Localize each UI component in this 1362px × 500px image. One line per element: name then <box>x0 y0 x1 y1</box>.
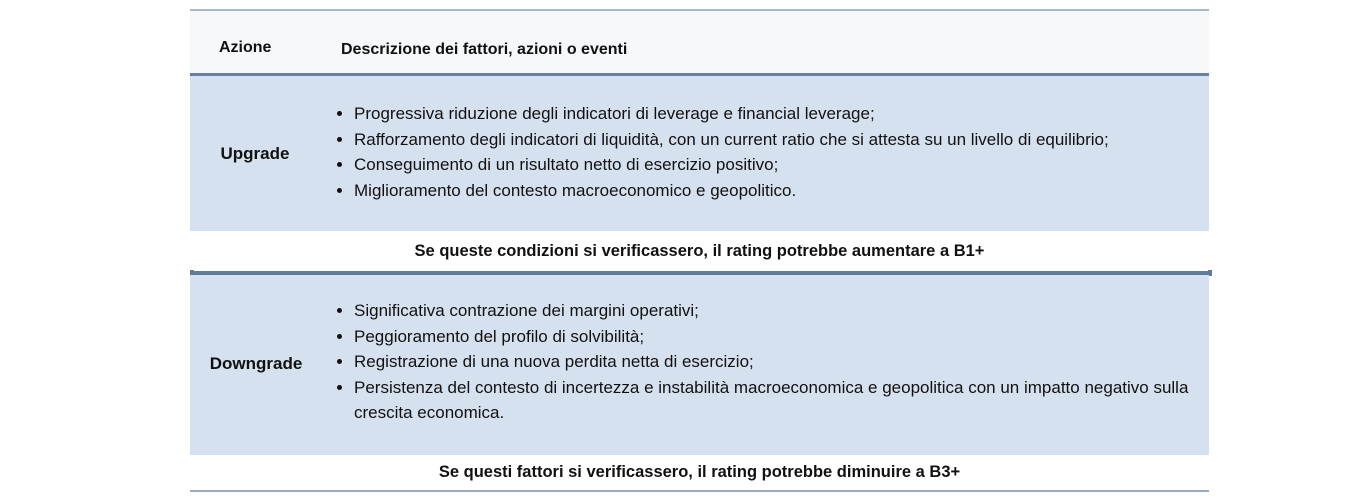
downgrade-conclusion: Se questi fattori si verificassero, il rating potrebbe diminuire a B3+ <box>190 455 1209 490</box>
list-item: • Rafforzamento degli indicatori di liquidità, con un current ratio che si attesta su un livello di equilibrio; <box>354 127 1214 153</box>
table-header-row <box>190 11 1209 73</box>
header-action: Azione <box>219 39 272 56</box>
list-item: • Progressiva riduzione degli indicatori di leverage e financial leverage; <box>354 101 1214 127</box>
rating-factors-table <box>190 9 1209 494</box>
downgrade-row <box>190 275 1209 455</box>
upgrade-label: Upgrade <box>220 144 290 163</box>
list-item: • Peggioramento del profilo di solvibilità; <box>354 324 1214 350</box>
downgrade-label: Downgrade <box>209 354 303 373</box>
table-bottom-rule <box>190 490 1209 492</box>
list-item: • Persistenza del contesto di incertezza e instabilità macroeconomica e geopolitica con un impatto negativo sulla crescita economica. <box>354 375 1214 426</box>
list-item: • Significativa contrazione dei margini operativi; <box>354 298 1214 324</box>
upgrade-conclusion: Se queste condizioni si verificassero, il rating potrebbe aumentare a B1+ <box>190 231 1209 271</box>
downgrade-factor-list <box>335 298 1214 426</box>
list-item: • Registrazione di una nuova perdita netta di esercizio; <box>354 349 1214 375</box>
list-item: • Miglioramento del contesto macroeconomico e geopolitico. <box>354 178 1214 204</box>
header-description: Descrizione dei fattori, azioni o eventi <box>341 41 628 58</box>
upgrade-row <box>190 76 1209 231</box>
list-item: • Conseguimento di un risultato netto di esercizio positivo; <box>354 152 1214 178</box>
upgrade-factor-list <box>335 101 1214 203</box>
